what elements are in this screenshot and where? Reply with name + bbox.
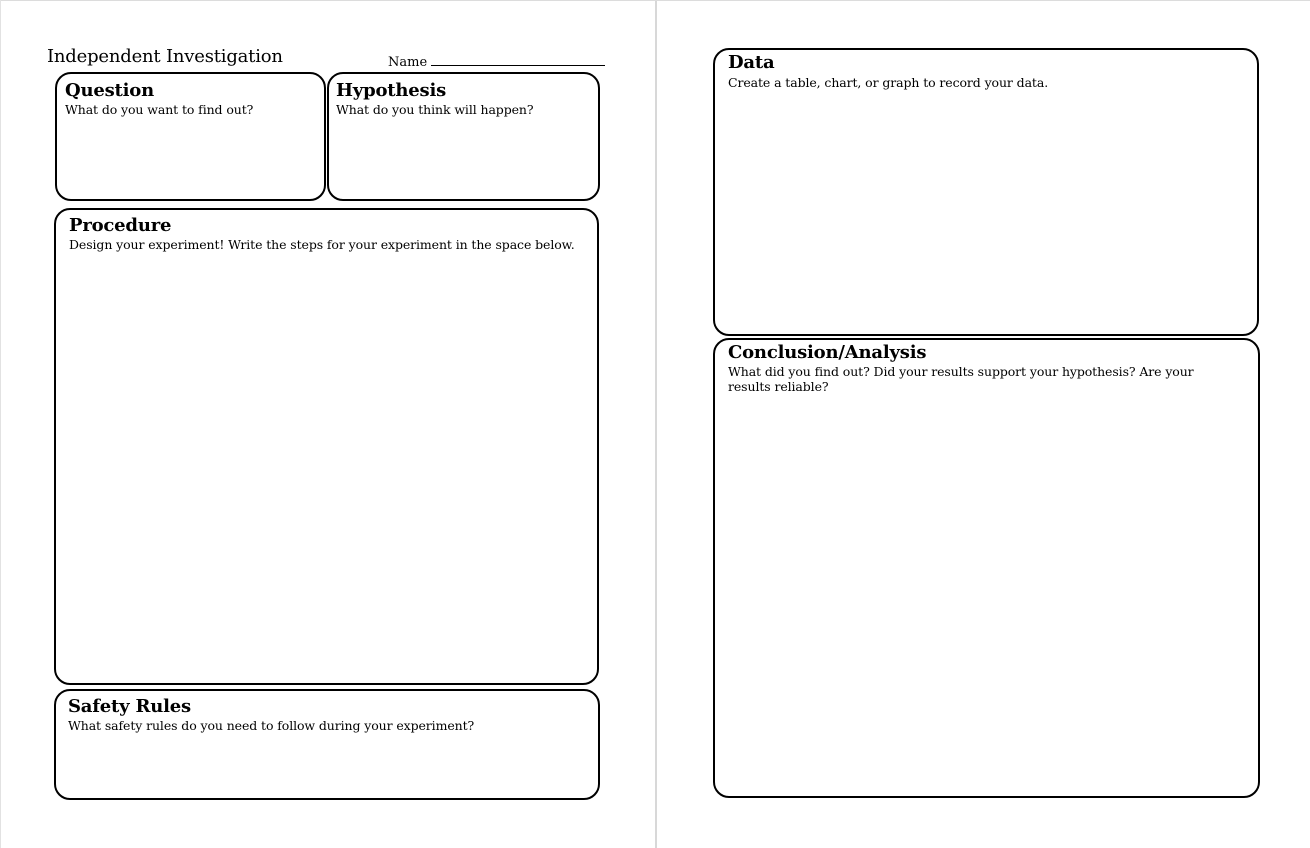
document-title: Independent Investigation	[47, 46, 283, 67]
procedure-prompt: Design your experiment! Write the steps for your experiment in the space below.	[69, 237, 575, 252]
safety-rules-prompt: What safety rules do you need to follow during your experiment?	[68, 718, 475, 733]
page-2	[657, 0, 1310, 848]
procedure-box[interactable]	[54, 208, 599, 685]
conclusion-prompt: What did you find out? Did your results support your hypothesis? Are your results reliable?	[728, 364, 1194, 394]
conclusion-box[interactable]	[713, 338, 1260, 798]
name-field[interactable]	[388, 52, 605, 70]
procedure-heading: Procedure	[69, 215, 172, 236]
name-label: Name	[388, 55, 428, 70]
safety-rules-heading: Safety Rules	[68, 696, 191, 717]
safety-rules-box[interactable]	[54, 689, 600, 800]
conclusion-heading: Conclusion/Analysis	[728, 342, 927, 363]
viewer-top-edge	[0, 0, 1310, 1]
question-prompt: What do you want to find out?	[65, 102, 254, 117]
viewer-left-edge	[0, 0, 1, 848]
hypothesis-heading: Hypothesis	[336, 80, 447, 101]
hypothesis-prompt: What do you think will happen?	[336, 102, 534, 117]
question-heading: Question	[65, 80, 154, 101]
question-box[interactable]	[55, 72, 326, 201]
data-box[interactable]	[713, 48, 1259, 336]
data-prompt: Create a table, chart, or graph to record your data.	[728, 75, 1049, 90]
data-heading: Data	[728, 52, 775, 73]
name-blank-line[interactable]	[431, 52, 605, 66]
hypothesis-box[interactable]	[327, 72, 600, 201]
